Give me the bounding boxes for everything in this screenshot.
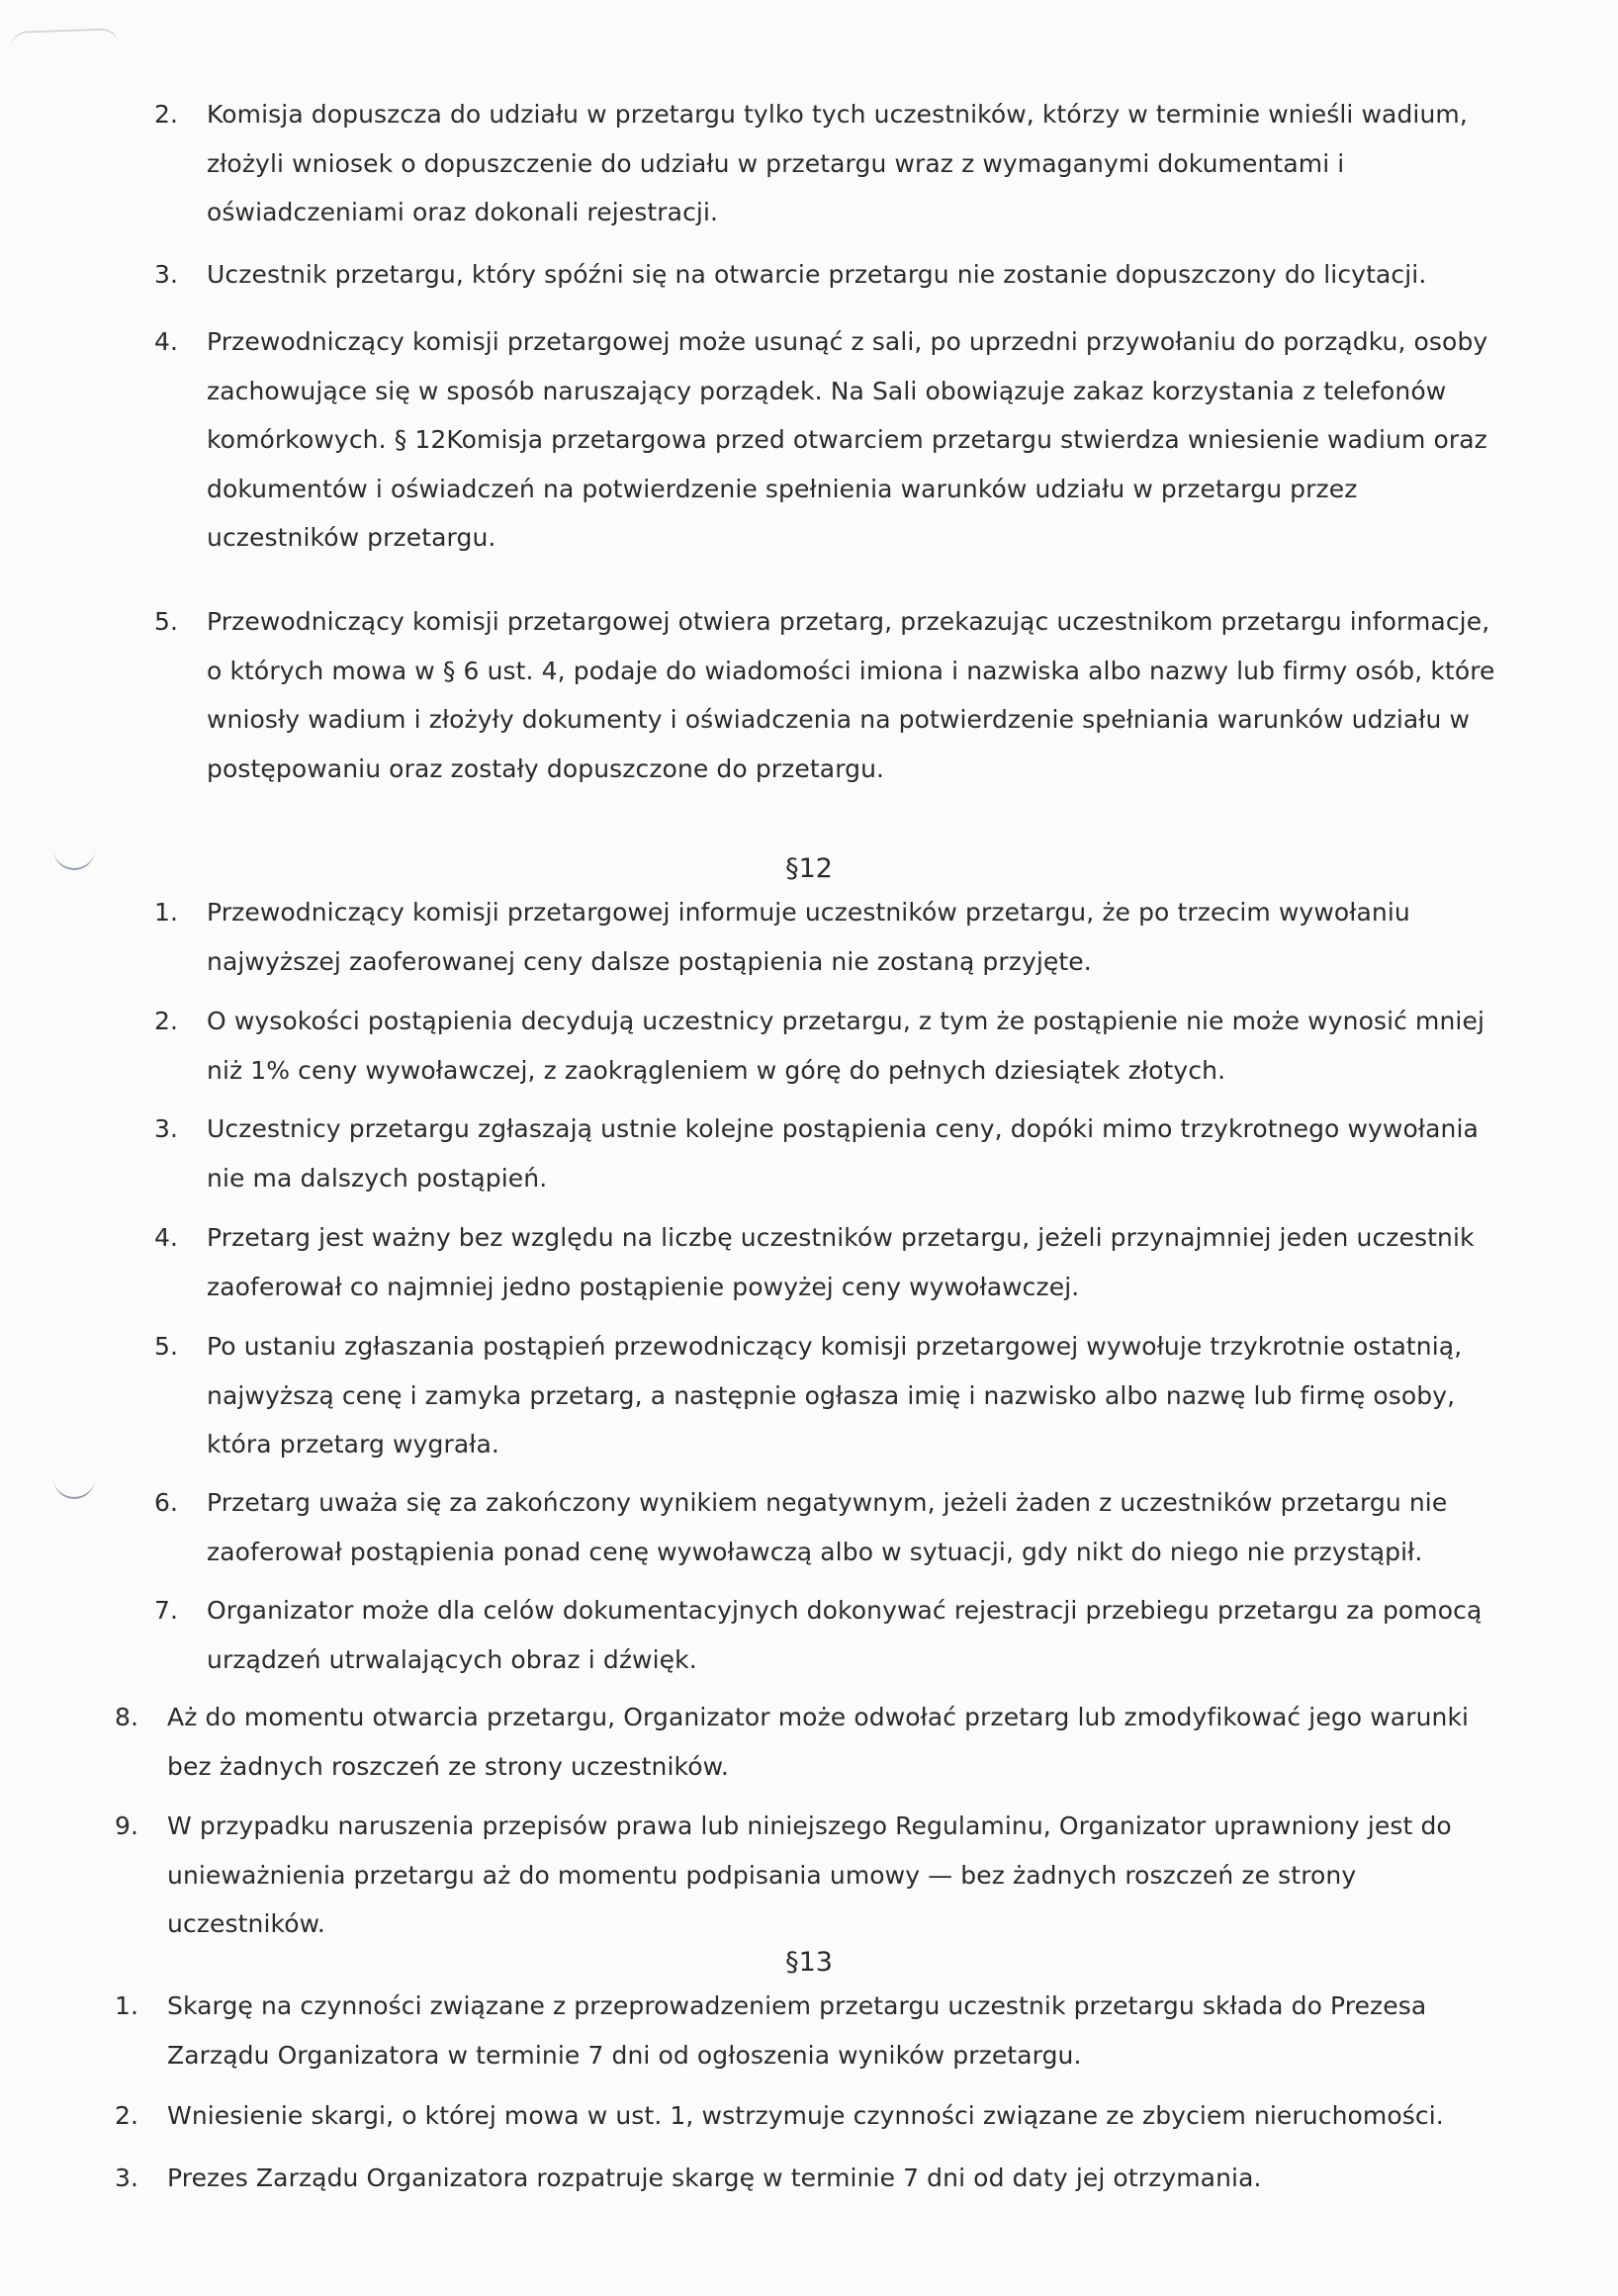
- item-number: 3.: [153, 1114, 178, 1143]
- item-number: 5.: [153, 607, 178, 636]
- item-number: 2.: [153, 100, 178, 129]
- item-number: 4.: [153, 1223, 178, 1252]
- item-text: Przetarg jest ważny bez względu na liczbę uczestników przetargu, jeżeli przynajmniej jeden uczestnik zaoferował co najmniej jedno postąpienie powyżej ceny wywoławczej.: [207, 1223, 1475, 1301]
- item-text: Aż do momentu otwarcia przetargu, Organizator może odwołać przetarg lub zmodyfikować jego warunki bez żadnych roszczeń ze strony uczestników.: [167, 1703, 1470, 1781]
- item-text: Wniesienie skargi, o której mowa w ust. 1, wstrzymuje czynności związane ze zbyciem nieruchomości.: [167, 2101, 1444, 2130]
- item-text: Uczestnik przetargu, który spóźni się na otwarcie przetargu nie zostanie dopuszczony do licytacji.: [207, 260, 1427, 289]
- item-number: 4.: [153, 327, 178, 356]
- item-text: Przewodniczący komisji przetargowej otwiera przetarg, przekazując uczestnikom przetargu informacje, o których mowa w § 6 ust. 4, podaje do wiadomości imiona i nazwiska albo nazwy lub firmy osób, które wniosły wadium i złożyły dokumenty i oświadczenia na potwierdzenie spełniania warunków udziału w postępowaniu oraz zostały dopuszczone do przetargu.: [207, 607, 1495, 783]
- item-number: 1.: [114, 1991, 138, 2020]
- section-heading: §12: [785, 853, 833, 884]
- item-text: W przypadku naruszenia przepisów prawa lub niniejszego Regulaminu, Organizator uprawniony jest do unieważnienia przetargu aż do momentu podpisania umowy — bez żadnych roszczeń ze strony uczestników.: [167, 1811, 1452, 1938]
- item-text: O wysokości postąpienia decydują uczestnicy przetargu, z tym że postąpienie nie może wynosić mniej niż 1% ceny wywoławczej, z zaokrągleniem w górę do pełnych dziesiątek złotych.: [207, 1007, 1485, 1085]
- item-number: 6.: [153, 1488, 178, 1517]
- item-number: 1.: [153, 898, 178, 927]
- item-number: 5.: [153, 1332, 178, 1361]
- item-text: Po ustaniu zgłaszania postąpień przewodniczący komisji przetargowej wywołuje trzykrotnie ostatnią, najwyższą cenę i zamyka przetarg, a następnie ogłasza imię i nazwisko albo nazwę lub firmę osoby, która przetarg wygrała.: [207, 1332, 1463, 1458]
- item-number: 7.: [153, 1596, 178, 1625]
- item-text: Przetarg uważa się za zakończony wynikiem negatywnym, jeżeli żaden z uczestników przetargu nie zaoferował postąpienia ponad cenę wywoławczą albo w sytuacji, gdy nikt do niego nie przystąpił.: [207, 1488, 1448, 1566]
- item-number: 2.: [114, 2101, 138, 2130]
- item-text: Przewodniczący komisji przetargowej może usunąć z sali, po uprzedni przywołaniu do porządku, osoby zachowujące się w sposób naruszający porządek. Na Sali obowiązuje zakaz korzystania z telefonów komórkowych. § 12Komisja przetargowa przed otwarciem przetargu stwierdza wniesienie wadium oraz dokumentów i oświadczeń na potwierdzenie spełnienia warunków udziału w przetargu przez uczestników przetargu.: [207, 327, 1488, 552]
- scan-artifact: [10, 28, 120, 49]
- item-number: 3.: [114, 2164, 138, 2192]
- item-number: 8.: [114, 1703, 138, 1731]
- item-text: Skargę na czynności związane z przeprowadzeniem przetargu uczestnik przetargu składa do Prezesa Zarządu Organizatora w terminie 7 dni od ogłoszenia wyników przetargu.: [167, 1991, 1427, 2070]
- section-heading: §13: [785, 1947, 833, 1978]
- item-number: 2.: [153, 1007, 178, 1035]
- item-text: Prezes Zarządu Organizatora rozpatruje skargę w terminie 7 dni od daty jej otrzymania.: [167, 2164, 1262, 2192]
- item-text: Przewodniczący komisji przetargowej informuje uczestników przetargu, że po trzecim wywołaniu najwyższej zaoferowanej ceny dalsze postąpienia nie zostaną przyjęte.: [207, 898, 1410, 976]
- item-text: Uczestnicy przetargu zgłaszają ustnie kolejne postąpienia ceny, dopóki mimo trzykrotnego wywołania nie ma dalszych postąpień.: [207, 1114, 1479, 1192]
- item-text: Komisja dopuszcza do udziału w przetargu tylko tych uczestników, którzy w terminie wnieśli wadium, złożyli wniosek o dopuszczenie do udziału w przetargu wraz z wymaganymi dokumentami i oświadczeniami oraz dokonali rejestracji.: [207, 100, 1468, 226]
- item-number: 9.: [114, 1811, 138, 1840]
- item-text: Organizator może dla celów dokumentacyjnych dokonywać rejestracji przebiegu przetargu za pomocą urządzeń utrwalających obraz i dźwięk.: [207, 1596, 1483, 1674]
- punch-hole-mark: [53, 1471, 95, 1499]
- item-number: 3.: [153, 260, 178, 289]
